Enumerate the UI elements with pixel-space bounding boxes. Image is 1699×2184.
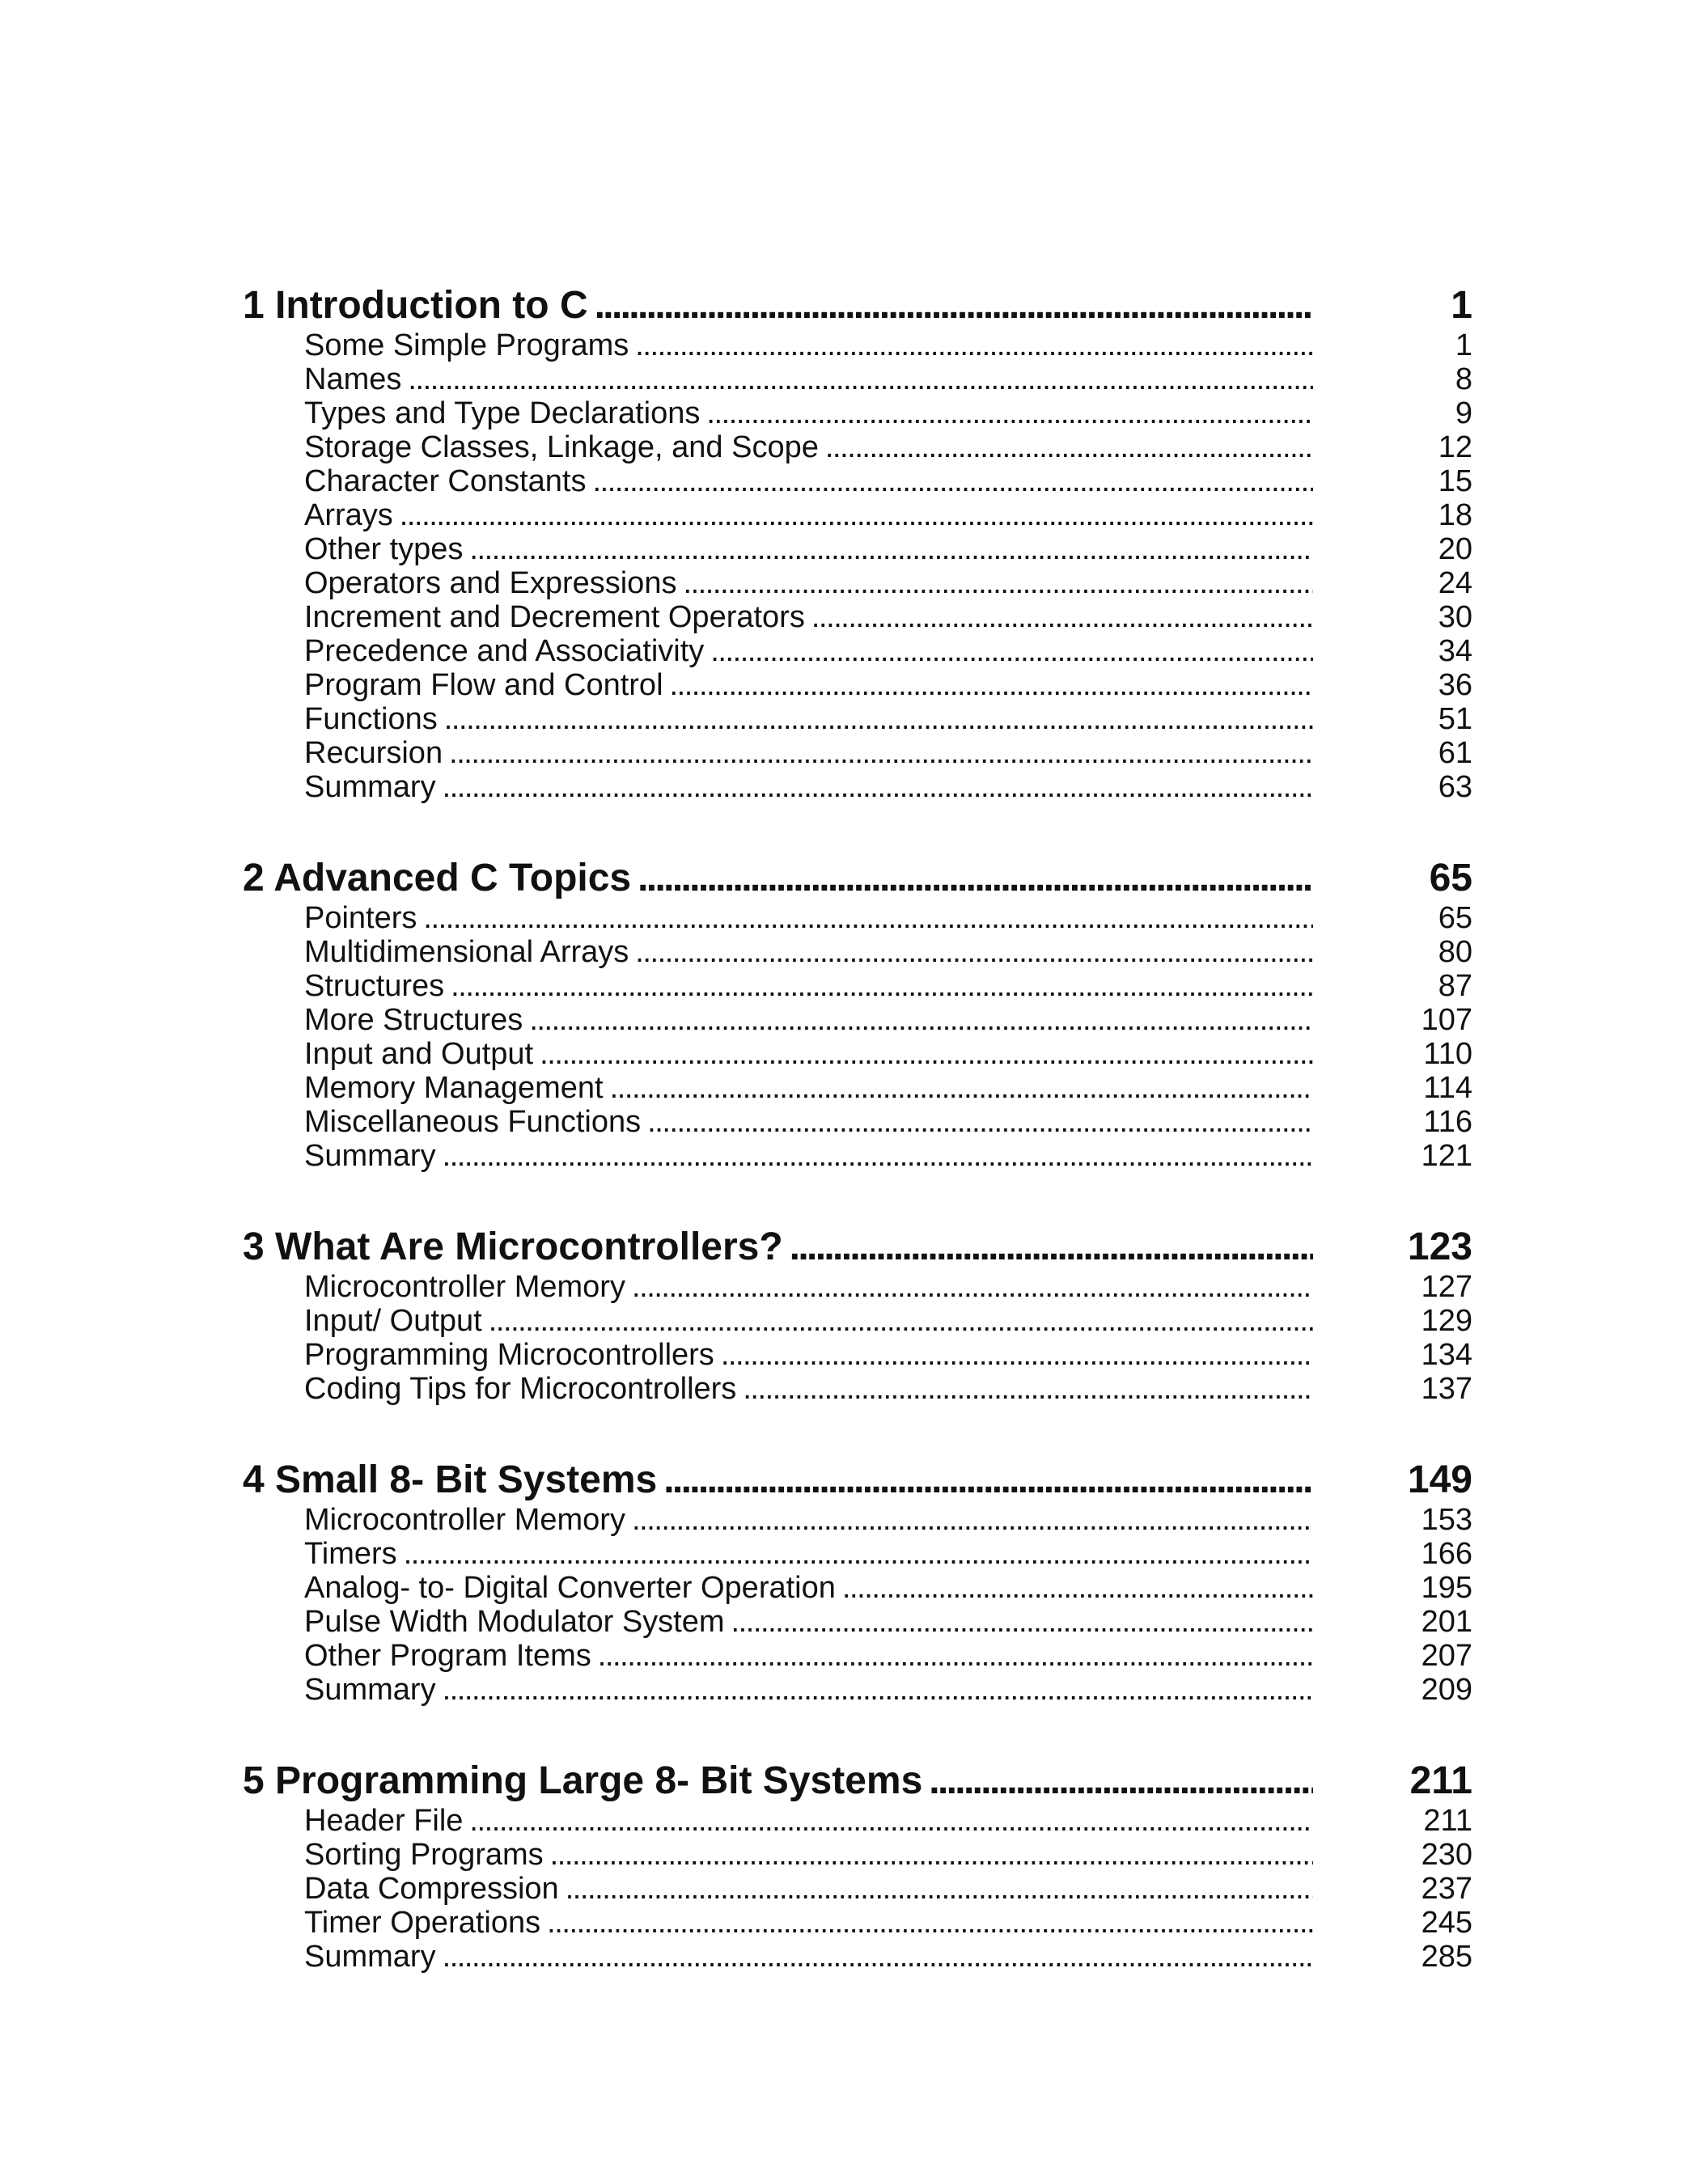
section-entry[interactable] (243, 702, 1472, 736)
chapter-title-leader (243, 1759, 1313, 1804)
section-entry[interactable] (243, 969, 1472, 1003)
dot-leader (489, 1304, 1313, 1338)
dot-leader (710, 634, 1313, 668)
section-title-leader (304, 1270, 1313, 1304)
section-entry[interactable] (243, 362, 1472, 396)
dot-leader (566, 1872, 1313, 1906)
section-page-number: 137 (1421, 1372, 1472, 1406)
section-title: More Structures (304, 1003, 523, 1037)
section-entry[interactable] (243, 1537, 1472, 1571)
section-title-leader (304, 328, 1313, 362)
section-title-leader (304, 736, 1313, 770)
section-entry[interactable] (243, 1571, 1472, 1605)
toc-chapter (243, 283, 1472, 804)
section-title: Summary (304, 1673, 436, 1707)
section-page-number: 134 (1421, 1338, 1472, 1372)
section-entry[interactable] (243, 532, 1472, 566)
section-page-number: 209 (1421, 1673, 1472, 1707)
section-title: Increment and Decrement Operators (304, 600, 805, 634)
section-entry[interactable] (243, 600, 1472, 634)
section-title: Recursion (304, 736, 443, 770)
section-entry[interactable] (243, 1673, 1472, 1707)
section-title: Other Program Items (304, 1639, 591, 1673)
section-entry[interactable] (243, 634, 1472, 668)
section-entry[interactable] (243, 328, 1472, 362)
dot-leader (595, 283, 1313, 328)
section-page-number: 24 (1438, 566, 1472, 600)
section-entry[interactable] (243, 1270, 1472, 1304)
section-page-number: 211 (1423, 1804, 1472, 1838)
section-title-leader (304, 362, 1313, 396)
dot-leader (811, 600, 1313, 634)
section-page-number: 65 (1438, 901, 1472, 935)
section-title: Programming Microcontrollers (304, 1338, 714, 1372)
section-title-leader (304, 1372, 1313, 1406)
section-title: Microcontroller Memory (304, 1503, 625, 1537)
chapter-page-number: 123 (1407, 1225, 1472, 1268)
section-entry[interactable] (243, 1872, 1472, 1906)
section-title-leader (304, 634, 1313, 668)
section-entry[interactable] (243, 498, 1472, 532)
section-entry[interactable] (243, 1838, 1472, 1872)
section-page-number: 237 (1421, 1872, 1472, 1906)
section-title-leader (304, 1139, 1313, 1173)
dot-leader (632, 1503, 1313, 1537)
section-entry[interactable] (243, 1105, 1472, 1139)
dot-leader (638, 856, 1313, 901)
section-entry[interactable] (243, 1037, 1472, 1071)
section-title: Storage Classes, Linkage, and Scope (304, 430, 819, 464)
section-entry[interactable] (243, 430, 1472, 464)
chapter-title: 5 Programming Large 8- Bit Systems (243, 1759, 923, 1802)
toc-chapter (243, 856, 1472, 1173)
section-title: Precedence and Associativity (304, 634, 705, 668)
section-page-number: 61 (1438, 736, 1472, 770)
section-title-leader (304, 1003, 1313, 1037)
dot-leader (547, 1906, 1313, 1940)
section-entry[interactable] (243, 1304, 1472, 1338)
dot-leader (647, 1105, 1313, 1139)
section-page-number: 114 (1423, 1071, 1472, 1105)
section-title-leader (304, 1537, 1313, 1571)
section-page-number: 20 (1438, 532, 1472, 566)
section-page-number: 18 (1438, 498, 1472, 532)
section-title: Pointers (304, 901, 417, 935)
section-title-leader (304, 1571, 1313, 1605)
dot-leader (731, 1605, 1313, 1639)
chapter-title-leader (243, 856, 1313, 901)
section-entry[interactable] (243, 1605, 1472, 1639)
section-title-leader (304, 430, 1313, 464)
section-title: Analog- to- Digital Converter Operation (304, 1571, 836, 1605)
section-title-leader (304, 1338, 1313, 1372)
chapter-heading[interactable] (243, 1458, 1472, 1503)
section-entry[interactable] (243, 1804, 1472, 1838)
section-title-leader (304, 498, 1313, 532)
section-title: Summary (304, 1139, 436, 1173)
dot-leader (469, 532, 1313, 566)
section-title: Functions (304, 702, 438, 736)
dot-leader (598, 1639, 1313, 1673)
section-title: Summary (304, 770, 436, 804)
section-title-leader (304, 1503, 1313, 1537)
section-page-number: 15 (1438, 464, 1472, 498)
toc-chapter (243, 1759, 1472, 1974)
chapter-page-number: 211 (1409, 1759, 1472, 1802)
section-page-number: 230 (1421, 1838, 1472, 1872)
section-page-number: 80 (1438, 935, 1472, 969)
chapter-title-leader (243, 283, 1313, 328)
section-title-leader (304, 1906, 1313, 1940)
dot-leader (610, 1071, 1313, 1105)
dot-leader (469, 1804, 1313, 1838)
section-title-leader (304, 1037, 1313, 1071)
section-entry[interactable] (243, 1139, 1472, 1173)
section-title: Other types (304, 532, 464, 566)
section-page-number: 63 (1438, 770, 1472, 804)
section-entry[interactable] (243, 1372, 1472, 1406)
section-title-leader (304, 532, 1313, 566)
section-page-number: 116 (1423, 1105, 1472, 1139)
section-page-number: 207 (1421, 1639, 1472, 1673)
dot-leader (635, 935, 1313, 969)
section-entry[interactable] (243, 1003, 1472, 1037)
section-entry[interactable] (243, 901, 1472, 935)
section-entry[interactable] (243, 770, 1472, 804)
dot-leader (550, 1838, 1313, 1872)
dot-leader (529, 1003, 1313, 1037)
section-title: Timer Operations (304, 1906, 541, 1940)
toc-chapter (243, 1225, 1472, 1406)
section-title: Input/ Output (304, 1304, 482, 1338)
section-title: Microcontroller Memory (304, 1270, 625, 1304)
dot-leader (404, 1537, 1313, 1571)
section-title-leader (304, 1605, 1313, 1639)
section-entry[interactable] (243, 1639, 1472, 1673)
section-title: Header File (304, 1804, 464, 1838)
chapter-title: 2 Advanced C Topics (243, 857, 632, 899)
section-page-number: 127 (1421, 1270, 1472, 1304)
dot-leader (721, 1338, 1313, 1372)
dot-leader (706, 396, 1313, 430)
section-page-number: 51 (1438, 702, 1472, 736)
dot-leader (929, 1759, 1313, 1804)
dot-leader (670, 668, 1313, 702)
section-page-number: 153 (1421, 1503, 1472, 1537)
dot-leader (443, 770, 1313, 804)
chapter-title: 3 What Are Microcontrollers? (243, 1225, 783, 1268)
section-page-number: 8 (1455, 362, 1472, 396)
section-page-number: 195 (1421, 1571, 1472, 1605)
section-title: Data Compression (304, 1872, 559, 1906)
section-entry[interactable] (243, 1940, 1472, 1974)
section-page-number: 121 (1421, 1139, 1472, 1173)
dot-leader (451, 969, 1313, 1003)
dot-leader (790, 1225, 1313, 1270)
section-page-number: 12 (1438, 430, 1472, 464)
section-title-leader (304, 566, 1313, 600)
dot-leader (632, 1270, 1313, 1304)
section-page-number: 107 (1421, 1003, 1472, 1037)
section-entry[interactable] (243, 396, 1472, 430)
dot-leader (540, 1037, 1313, 1071)
chapter-title-leader (243, 1458, 1313, 1503)
section-page-number: 285 (1421, 1940, 1472, 1974)
dot-leader (423, 901, 1313, 935)
chapter-heading[interactable] (243, 856, 1472, 901)
chapter-heading[interactable] (243, 283, 1472, 328)
section-title: Sorting Programs (304, 1838, 544, 1872)
section-page-number: 110 (1423, 1037, 1472, 1071)
chapter-title-leader (243, 1225, 1313, 1270)
section-page-number: 245 (1421, 1906, 1472, 1940)
section-page-number: 30 (1438, 600, 1472, 634)
dot-leader (444, 702, 1313, 736)
dot-leader (635, 328, 1313, 362)
section-title-leader (304, 668, 1313, 702)
table-of-contents (243, 283, 1472, 2025)
section-title-leader (304, 396, 1313, 430)
section-title-leader (304, 969, 1313, 1003)
section-title-leader (304, 600, 1313, 634)
chapter-page-number: 65 (1429, 857, 1472, 899)
section-entry[interactable] (243, 1906, 1472, 1940)
dot-leader (400, 498, 1313, 532)
dot-leader (825, 430, 1313, 464)
dot-leader (408, 362, 1313, 396)
section-title: Operators and Expressions (304, 566, 677, 600)
chapter-page-number: 1 (1451, 284, 1472, 327)
section-page-number: 34 (1438, 634, 1472, 668)
section-title: Structures (304, 969, 445, 1003)
section-title-leader (304, 1838, 1313, 1872)
section-page-number: 87 (1438, 969, 1472, 1003)
chapter-page-number: 149 (1407, 1458, 1472, 1501)
section-title-leader (304, 1639, 1313, 1673)
section-title-leader (304, 935, 1313, 969)
section-page-number: 201 (1421, 1605, 1472, 1639)
section-title-leader (304, 770, 1313, 804)
section-page-number: 129 (1421, 1304, 1472, 1338)
section-title-leader (304, 464, 1313, 498)
section-entry[interactable] (243, 566, 1472, 600)
section-entry[interactable] (243, 668, 1472, 702)
section-title: Some Simple Programs (304, 328, 629, 362)
section-title: Timers (304, 1537, 397, 1571)
section-title: Summary (304, 1940, 436, 1974)
dot-leader (443, 1940, 1313, 1974)
section-title: Pulse Width Modulator System (304, 1605, 725, 1639)
section-title-leader (304, 1804, 1313, 1838)
section-title: Miscellaneous Functions (304, 1105, 642, 1139)
dot-leader (663, 1458, 1313, 1503)
chapter-heading[interactable] (243, 1759, 1472, 1804)
chapter-heading[interactable] (243, 1225, 1472, 1270)
section-title-leader (304, 1673, 1313, 1707)
section-title-leader (304, 702, 1313, 736)
section-entry[interactable] (243, 935, 1472, 969)
toc-chapter (243, 1458, 1472, 1707)
section-title-leader (304, 1105, 1313, 1139)
dot-leader (683, 566, 1313, 600)
section-title-leader (304, 1071, 1313, 1105)
section-title: Program Flow and Control (304, 668, 663, 702)
section-page-number: 36 (1438, 668, 1472, 702)
dot-leader (842, 1571, 1313, 1605)
dot-leader (443, 1673, 1313, 1707)
section-title: Coding Tips for Microcontrollers (304, 1372, 737, 1406)
section-page-number: 1 (1455, 328, 1472, 362)
section-title-leader (304, 1872, 1313, 1906)
dot-leader (443, 1139, 1313, 1173)
dot-leader (593, 464, 1313, 498)
section-page-number: 9 (1455, 396, 1472, 430)
section-entry[interactable] (243, 736, 1472, 770)
dot-leader (449, 736, 1313, 770)
section-entry[interactable] (243, 1071, 1472, 1105)
section-title: Arrays (304, 498, 393, 532)
chapter-title: 4 Small 8- Bit Systems (243, 1458, 658, 1501)
section-title-leader (304, 901, 1313, 935)
section-title: Types and Type Declarations (304, 396, 701, 430)
dot-leader (743, 1372, 1313, 1406)
section-title: Multidimensional Arrays (304, 935, 629, 969)
section-title: Input and Output (304, 1037, 534, 1071)
section-title: Character Constants (304, 464, 587, 498)
chapter-title: 1 Introduction to C (243, 284, 588, 327)
section-title-leader (304, 1940, 1313, 1974)
section-title: Memory Management (304, 1071, 604, 1105)
section-entry[interactable] (243, 1338, 1472, 1372)
section-title: Names (304, 362, 402, 396)
section-page-number: 166 (1421, 1537, 1472, 1571)
section-title-leader (304, 1304, 1313, 1338)
section-entry[interactable] (243, 1503, 1472, 1537)
section-entry[interactable] (243, 464, 1472, 498)
